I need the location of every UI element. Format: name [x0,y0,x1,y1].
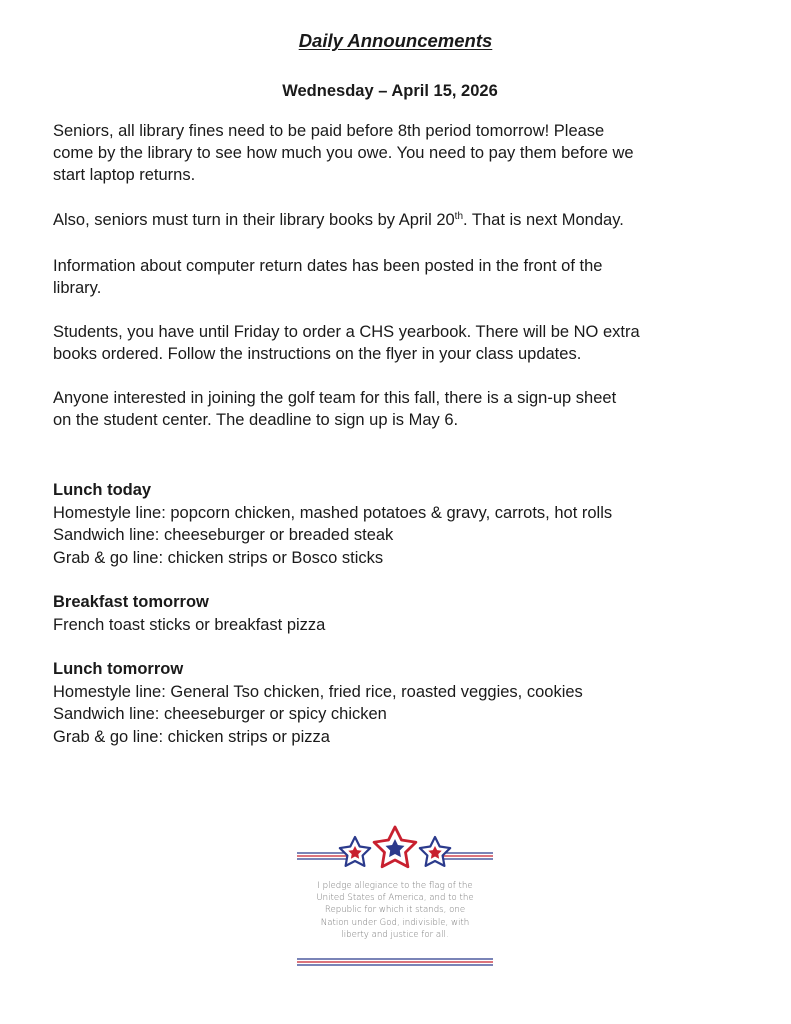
menu-lunch-tomorrow [53,658,773,748]
announcement-library-fines [53,120,753,186]
text-line: Information about computer return dates has been posted in the front of the [53,257,603,275]
pledge-of-allegiance-text [295,880,495,941]
menu-item: Sandwich line: cheeseburger or breaded steak [53,526,394,544]
star-icon [340,837,370,866]
text-segment: Also, seniors must turn in their library books by April 20 [53,211,455,229]
text-line: come by the library to see how much you owe. You need to pay them before we [53,144,634,162]
announcement-computer-return [53,255,753,299]
menu-item: French toast sticks or breakfast pizza [53,615,326,634]
menu-item: Sandwich line: cheeseburger or spicy chicken [53,705,387,723]
section-heading: Breakfast tomorrow [53,593,209,611]
announcement-golf-team [53,387,753,431]
text-line: on the student center. The deadline to sign up is May 6. [53,411,459,429]
star-icon [420,837,450,866]
pledge-line: Nation under God, indivisible, with [320,917,470,928]
announcement-yearbook [53,321,753,365]
ordinal-suffix: th [454,211,464,222]
text-line: Anyone interested in joining the golf team for this fall, there is a sign-up sheet [53,389,617,407]
announcement-date: Wednesday – April 15, 2026 [282,82,498,100]
star-icon [374,827,416,867]
page-title: Daily Announcements [298,30,493,51]
menu-item: Grab & go line: chicken strips or Bosco sticks [53,548,384,567]
text-line: start laptop returns. [53,166,196,184]
text-line: Seniors, all library fines need to be paid before 8th period tomorrow! Please [53,122,605,140]
text-line: Students, you have until Friday to order a CHS yearbook. There will be NO extra [53,323,640,341]
bottom-stripes [297,959,493,965]
pledge-graphic [295,820,495,970]
pledge-line: Republic for which it stands, one [324,905,466,916]
menu-item: Homestyle line: General Tso chicken, fried rice, roasted veggies, cookies [53,682,583,701]
menu-item: Homestyle line: popcorn chicken, mashed potatoes & gravy, carrots, hot rolls [53,503,613,522]
menu-item: Grab & go line: chicken strips or pizza [53,727,330,746]
section-heading: Lunch today [53,481,152,499]
pledge-line: liberty and justice for all. [341,929,449,940]
pledge-line: I pledge allegiance to the flag of the [317,881,473,891]
section-heading: Lunch tomorrow [53,660,184,678]
text-line: library. [53,279,102,297]
menu-lunch-today [53,479,773,569]
announcement-library-books [53,209,753,231]
text-segment: . That is next Monday. [463,211,624,229]
pledge-line: United States of America, and to the [316,893,474,904]
text-line: books ordered. Follow the instructions on the flyer in your class updates. [53,345,582,363]
menu-breakfast-tomorrow [53,591,773,636]
